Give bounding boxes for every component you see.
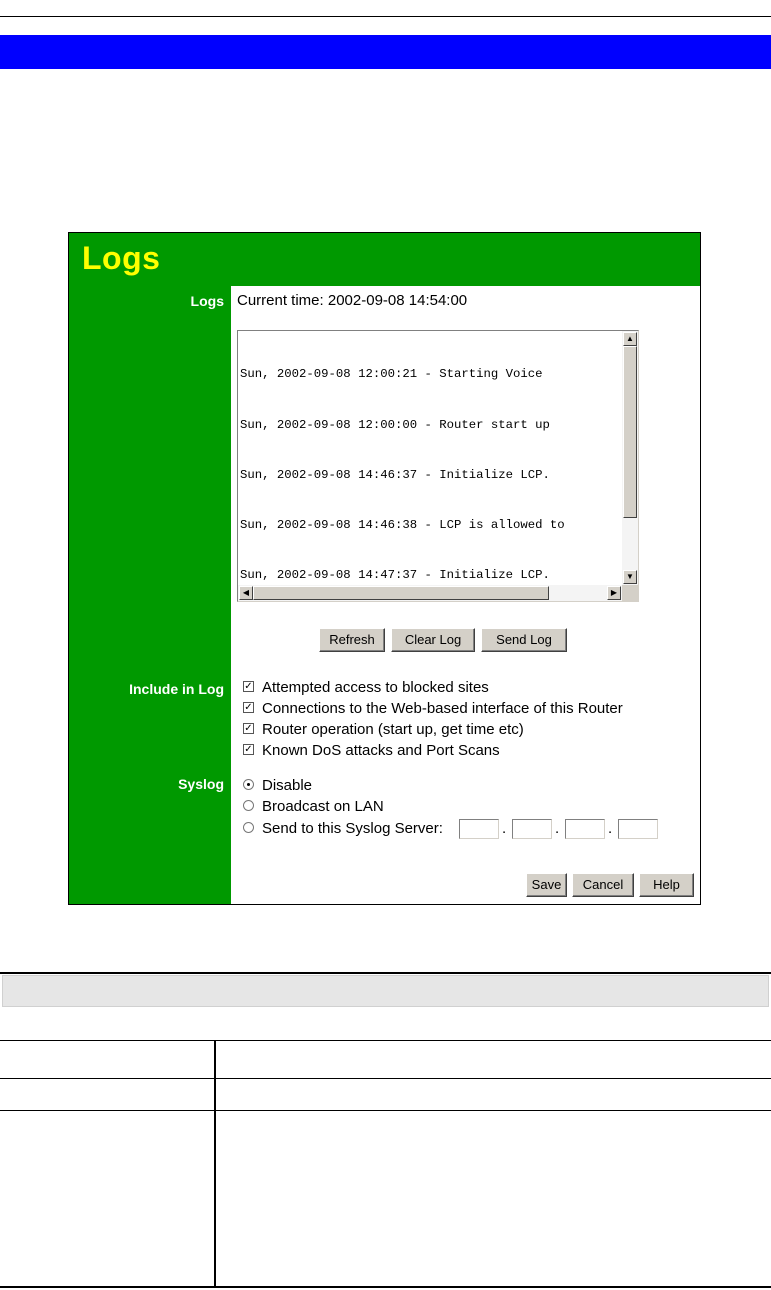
vertical-scroll-thumb[interactable] bbox=[623, 346, 637, 518]
checkbox-checked-icon[interactable]: ✓ bbox=[244, 722, 253, 734]
scroll-right-icon[interactable]: ▶ bbox=[607, 586, 621, 600]
checkbox-checked-icon[interactable]: ✓ bbox=[244, 680, 253, 692]
syslog-ip-octet-2[interactable] bbox=[512, 819, 552, 839]
horizontal-scrollbar[interactable] bbox=[238, 585, 622, 601]
syslog-label: Syslog bbox=[178, 776, 224, 792]
send-log-button[interactable]: Send Log bbox=[481, 628, 567, 652]
radio-selected-icon[interactable] bbox=[243, 779, 254, 790]
syslog-ip-octet-3[interactable] bbox=[565, 819, 605, 839]
scrollbar-corner bbox=[622, 585, 638, 601]
table-row-divider bbox=[0, 1078, 771, 1079]
clear-log-button[interactable]: Clear Log bbox=[391, 628, 475, 652]
help-button[interactable]: Help bbox=[639, 873, 694, 897]
scroll-down-icon[interactable]: ▼ bbox=[623, 570, 637, 584]
scroll-left-icon[interactable]: ◀ bbox=[239, 586, 253, 600]
table-header-row bbox=[2, 975, 769, 1007]
syslog-broadcast-option[interactable] bbox=[243, 797, 384, 817]
log-lines bbox=[240, 333, 620, 585]
include-option-web-connections[interactable] bbox=[243, 699, 623, 719]
logs-screen bbox=[68, 232, 701, 905]
ip-separator: . bbox=[555, 820, 560, 837]
content-area bbox=[231, 286, 700, 904]
ip-separator: . bbox=[608, 820, 613, 837]
log-line: Sun, 2002-09-08 12:00:00 - Router start up bbox=[240, 417, 550, 432]
option-label: Connections to the Web-based interface of this Router bbox=[262, 700, 623, 717]
log-line: Sun, 2002-09-08 14:46:37 - Initialize LCP. bbox=[240, 467, 550, 482]
log-listbox[interactable] bbox=[237, 330, 639, 602]
checkbox-checked-icon[interactable]: ✓ bbox=[244, 743, 253, 755]
scroll-up-icon[interactable]: ▲ bbox=[623, 332, 637, 346]
page-title: Logs bbox=[82, 240, 161, 276]
log-line: Sun, 2002-09-08 12:00:21 - Starting Voice bbox=[240, 367, 543, 382]
table-top-border bbox=[0, 972, 771, 974]
refresh-button[interactable]: Refresh bbox=[319, 628, 385, 652]
screen-header bbox=[69, 233, 700, 286]
syslog-server-option[interactable] bbox=[243, 819, 683, 839]
syslog-ip-octet-4[interactable] bbox=[618, 819, 658, 839]
table-column-divider bbox=[214, 1041, 216, 1287]
ip-separator: . bbox=[502, 820, 507, 837]
table-bottom-border bbox=[0, 1286, 771, 1288]
include-option-router-operation[interactable] bbox=[243, 720, 524, 740]
option-label: Send to this Syslog Server: bbox=[262, 820, 443, 837]
include-option-blocked-sites[interactable] bbox=[243, 678, 489, 698]
save-button[interactable]: Save bbox=[526, 873, 567, 897]
syslog-disable-option[interactable] bbox=[243, 776, 312, 796]
option-label: Broadcast on LAN bbox=[262, 798, 384, 815]
log-line: Sun, 2002-09-08 14:47:37 - Initialize LCP. bbox=[240, 567, 550, 582]
radio-unselected-icon[interactable] bbox=[243, 822, 254, 833]
radio-unselected-icon[interactable] bbox=[243, 800, 254, 811]
cancel-button[interactable]: Cancel bbox=[572, 873, 634, 897]
horizontal-scroll-thumb[interactable] bbox=[253, 586, 549, 600]
top-rule bbox=[0, 16, 771, 17]
option-label: Disable bbox=[262, 777, 313, 794]
current-time: Current time: 2002-09-08 14:54:00 bbox=[237, 292, 468, 309]
include-option-dos-attacks[interactable] bbox=[243, 741, 500, 761]
vertical-scrollbar[interactable] bbox=[622, 331, 638, 585]
syslog-ip-octet-1[interactable] bbox=[459, 819, 499, 839]
section-banner bbox=[0, 35, 771, 69]
checkbox-checked-icon[interactable]: ✓ bbox=[244, 701, 253, 713]
option-label: Attempted access to blocked sites bbox=[262, 679, 489, 696]
option-label: Router operation (start up, get time etc) bbox=[262, 721, 524, 738]
logs-label: Logs bbox=[190, 293, 224, 309]
table-row-divider bbox=[0, 1040, 771, 1041]
option-label: Known DoS attacks and Port Scans bbox=[262, 742, 500, 759]
label-column bbox=[69, 286, 231, 904]
table-row-divider bbox=[0, 1110, 771, 1111]
log-line: Sun, 2002-09-08 14:46:38 - LCP is allowed to bbox=[240, 517, 565, 532]
include-in-log-label: Include in Log bbox=[129, 681, 224, 697]
